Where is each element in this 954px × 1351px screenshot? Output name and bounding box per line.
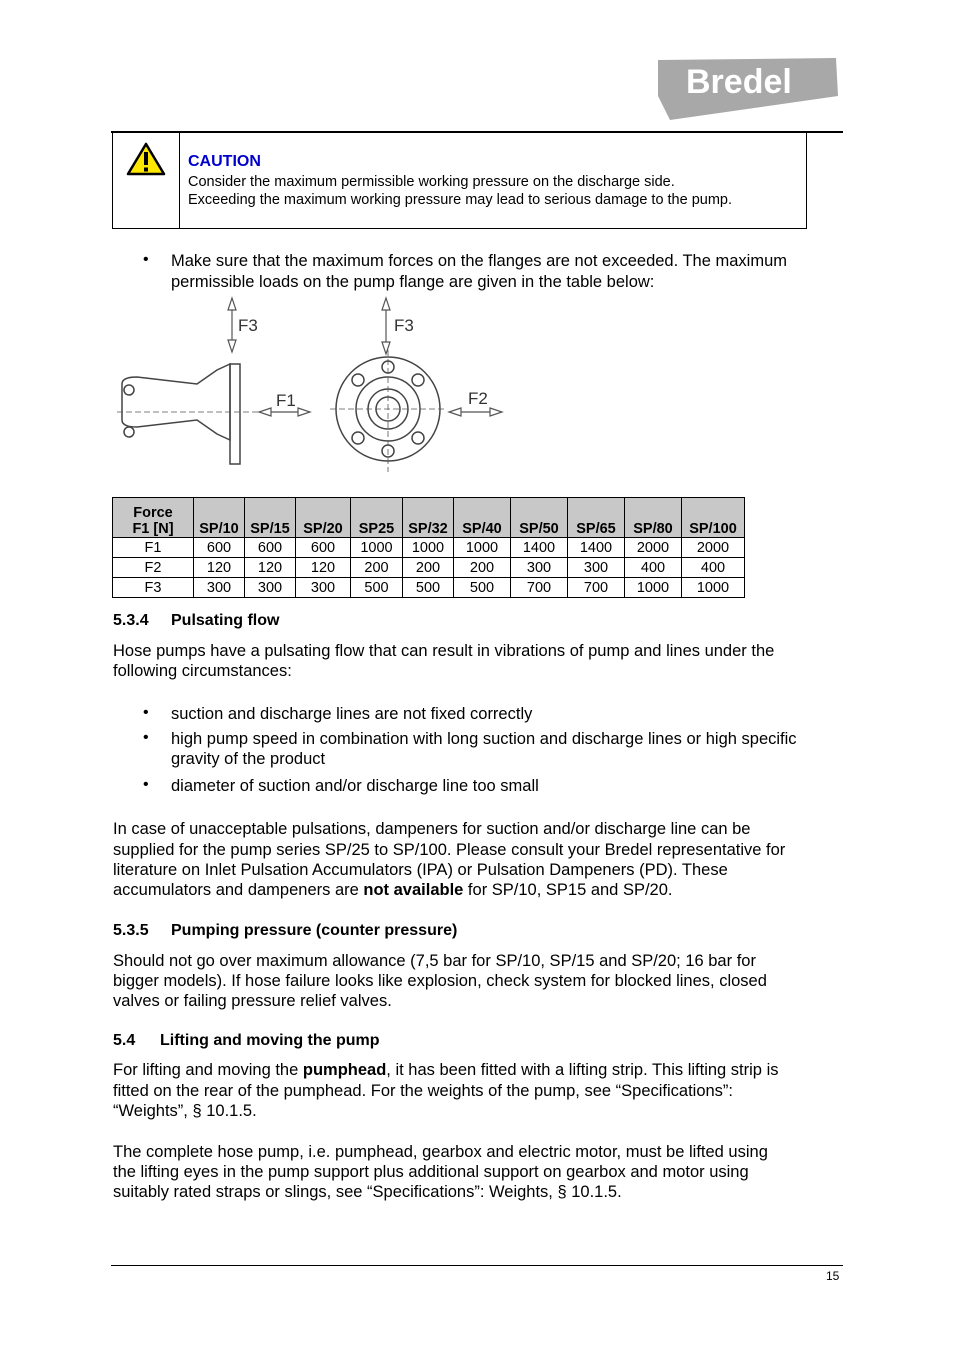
caution-text-line2: Exceeding the maximum working pressure may lead to serious damage to the pump. (188, 192, 733, 208)
para-bold-text: not available (363, 881, 464, 899)
table-cell: 120 (245, 558, 296, 578)
section-535-title: Pumping pressure (counter pressure) (171, 922, 458, 939)
table-cell: 1400 (511, 538, 568, 558)
para-text: , it has been fitted with a lifting strip. This lifting strip is (386, 1061, 779, 1079)
force-table-header: SP25 (351, 498, 403, 538)
flange-force-diagram (112, 292, 512, 472)
table-row (113, 558, 745, 578)
intro-bullet-line1: Make sure that the maximum forces on the flanges are not exceeded. The maximum (171, 252, 787, 270)
table-cell: 200 (454, 558, 511, 578)
bullet-marker: • (143, 729, 149, 746)
force-table-header-row (113, 498, 745, 538)
force-table-header: SP/40 (454, 498, 511, 538)
section-54-p1-line2: fitted on the rear of the pumphead. For the weights of the pump, see “Specifications”: (113, 1082, 734, 1100)
para-text: For lifting and moving the (113, 1061, 303, 1079)
table-cell: 1000 (682, 578, 745, 598)
table-cell: 120 (194, 558, 245, 578)
table-cell: 500 (403, 578, 454, 598)
force-table-header: SP/100 (682, 498, 745, 538)
table-cell: 200 (403, 558, 454, 578)
intro-bullet-line2: permissible loads on the pump flange are given in the table below: (171, 273, 655, 291)
section-534-para-line2: supplied for the pump series SP/25 to SP/100. Please consult your Bredel representative for (113, 841, 786, 859)
table-cell: 300 (568, 558, 625, 578)
f3-arrow-right (382, 298, 390, 354)
force-table-header: SP/15 (245, 498, 296, 538)
table-cell: 120 (296, 558, 351, 578)
page-number: 15 (826, 1269, 840, 1283)
f3-arrow-left (228, 298, 236, 352)
caution-title: CAUTION (188, 153, 261, 170)
table-cell: 1000 (351, 538, 403, 558)
section-54-p1-line1 (113, 1060, 778, 1080)
section-535-line2: bigger models). If hose failure looks like explosion, check system for blocked lines, closed (113, 972, 767, 990)
label-f2: F2 (468, 389, 488, 408)
f2-arrow (449, 408, 502, 416)
force-table-header: SP/10 (194, 498, 245, 538)
section-534-intro-line2: following circumstances: (113, 662, 292, 680)
section-534-bullet1: suction and discharge lines are not fixed correctly (171, 705, 533, 723)
table-cell: 600 (245, 538, 296, 558)
bullet-marker: • (143, 704, 149, 721)
section-54-p2-line2: the lifting eyes in the pump support plus additional support on gearbox and motor using (113, 1163, 749, 1181)
force-table-header: SP/65 (568, 498, 625, 538)
bullet-marker: • (143, 251, 149, 268)
table-cell: 700 (511, 578, 568, 598)
row-label: F2 (113, 558, 194, 578)
force-table-header: SP/32 (403, 498, 454, 538)
caution-icon-cell (113, 133, 180, 228)
table-row (113, 538, 745, 558)
para-bold-text: pumphead (302, 1061, 387, 1079)
table-cell: 1000 (625, 578, 682, 598)
label-f3-left: F3 (238, 316, 258, 335)
force-table (112, 497, 745, 598)
para-text: accumulators and dampeners are (113, 881, 364, 899)
table-cell: 300 (245, 578, 296, 598)
table-cell: 600 (194, 538, 245, 558)
table-cell: 400 (625, 558, 682, 578)
caution-box (112, 133, 807, 229)
force-table-header: SP/20 (296, 498, 351, 538)
bullet-marker: • (143, 776, 149, 793)
table-cell: 600 (296, 538, 351, 558)
section-54-p1-line3: “Weights”, § 10.1.5. (113, 1102, 257, 1120)
table-cell: 300 (296, 578, 351, 598)
section-535-number: 5.3.5 (113, 922, 149, 939)
table-cell: 1000 (403, 538, 454, 558)
table-cell: 300 (194, 578, 245, 598)
bredel-logo (656, 56, 840, 122)
table-cell: 200 (351, 558, 403, 578)
section-534-para-line4 (113, 880, 672, 900)
table-cell: 2000 (682, 538, 745, 558)
force-table-header: SP/50 (511, 498, 568, 538)
section-534-para-line3: literature on Inlet Pulsation Accumulators (IPA) or Pulsation Dampeners (PD). These (113, 861, 728, 879)
section-54-title: Lifting and moving the pump (160, 1032, 380, 1049)
row-label: F3 (113, 578, 194, 598)
caution-text-line1: Consider the maximum permissible working pressure on the discharge side. (188, 174, 675, 190)
table-row (113, 578, 745, 598)
section-54-p2-line1: The complete hose pump, i.e. pumphead, gearbox and electric motor, must be lifted using (113, 1143, 768, 1161)
logo-text: Bredel (686, 63, 792, 101)
footer-rule (111, 1265, 843, 1266)
warning-triangle-icon (126, 142, 166, 176)
table-cell: 1000 (454, 538, 511, 558)
pump-side-view (122, 364, 240, 464)
section-54-number: 5.4 (113, 1032, 136, 1049)
label-f3-right: F3 (394, 316, 414, 335)
table-cell: 2000 (625, 538, 682, 558)
force-table-header-first (113, 498, 194, 538)
table-cell: 500 (351, 578, 403, 598)
section-534-para-line1: In case of unacceptable pulsations, dampeners for suction and/or discharge line can be (113, 820, 751, 838)
section-534-title: Pulsating flow (171, 612, 280, 629)
section-535-line1: Should not go over maximum allowance (7,5 bar for SP/10, SP/15 and SP/20; 16 bar for (113, 952, 756, 970)
section-535-line3: valves or failing pressure relief valves. (113, 992, 392, 1010)
section-534-bullet2-line2: gravity of the product (171, 750, 326, 768)
table-cell: 500 (454, 578, 511, 598)
section-534-intro-line1: Hose pumps have a pulsating flow that can result in vibrations of pump and lines under the (113, 642, 775, 660)
row-label: F1 (113, 538, 194, 558)
header-force-label: Force (133, 505, 173, 521)
section-534-bullet3: diameter of suction and/or discharge line too small (171, 777, 539, 795)
label-f1: F1 (276, 391, 296, 410)
force-table-header: SP/80 (625, 498, 682, 538)
section-534-bullet2-line1: high pump speed in combination with long suction and discharge lines or high specific (171, 730, 797, 748)
table-cell: 300 (511, 558, 568, 578)
section-54-p2-line3: suitably rated straps or slings, see “Specifications”: Weights, § 10.1.5. (113, 1183, 622, 1201)
table-cell: 700 (568, 578, 625, 598)
table-cell: 400 (682, 558, 745, 578)
table-cell: 1400 (568, 538, 625, 558)
header-unit-label: F1 [N] (132, 521, 174, 537)
section-534-number: 5.3.4 (113, 612, 149, 629)
para-text: for SP/10, SP15 and SP/20. (463, 881, 673, 899)
